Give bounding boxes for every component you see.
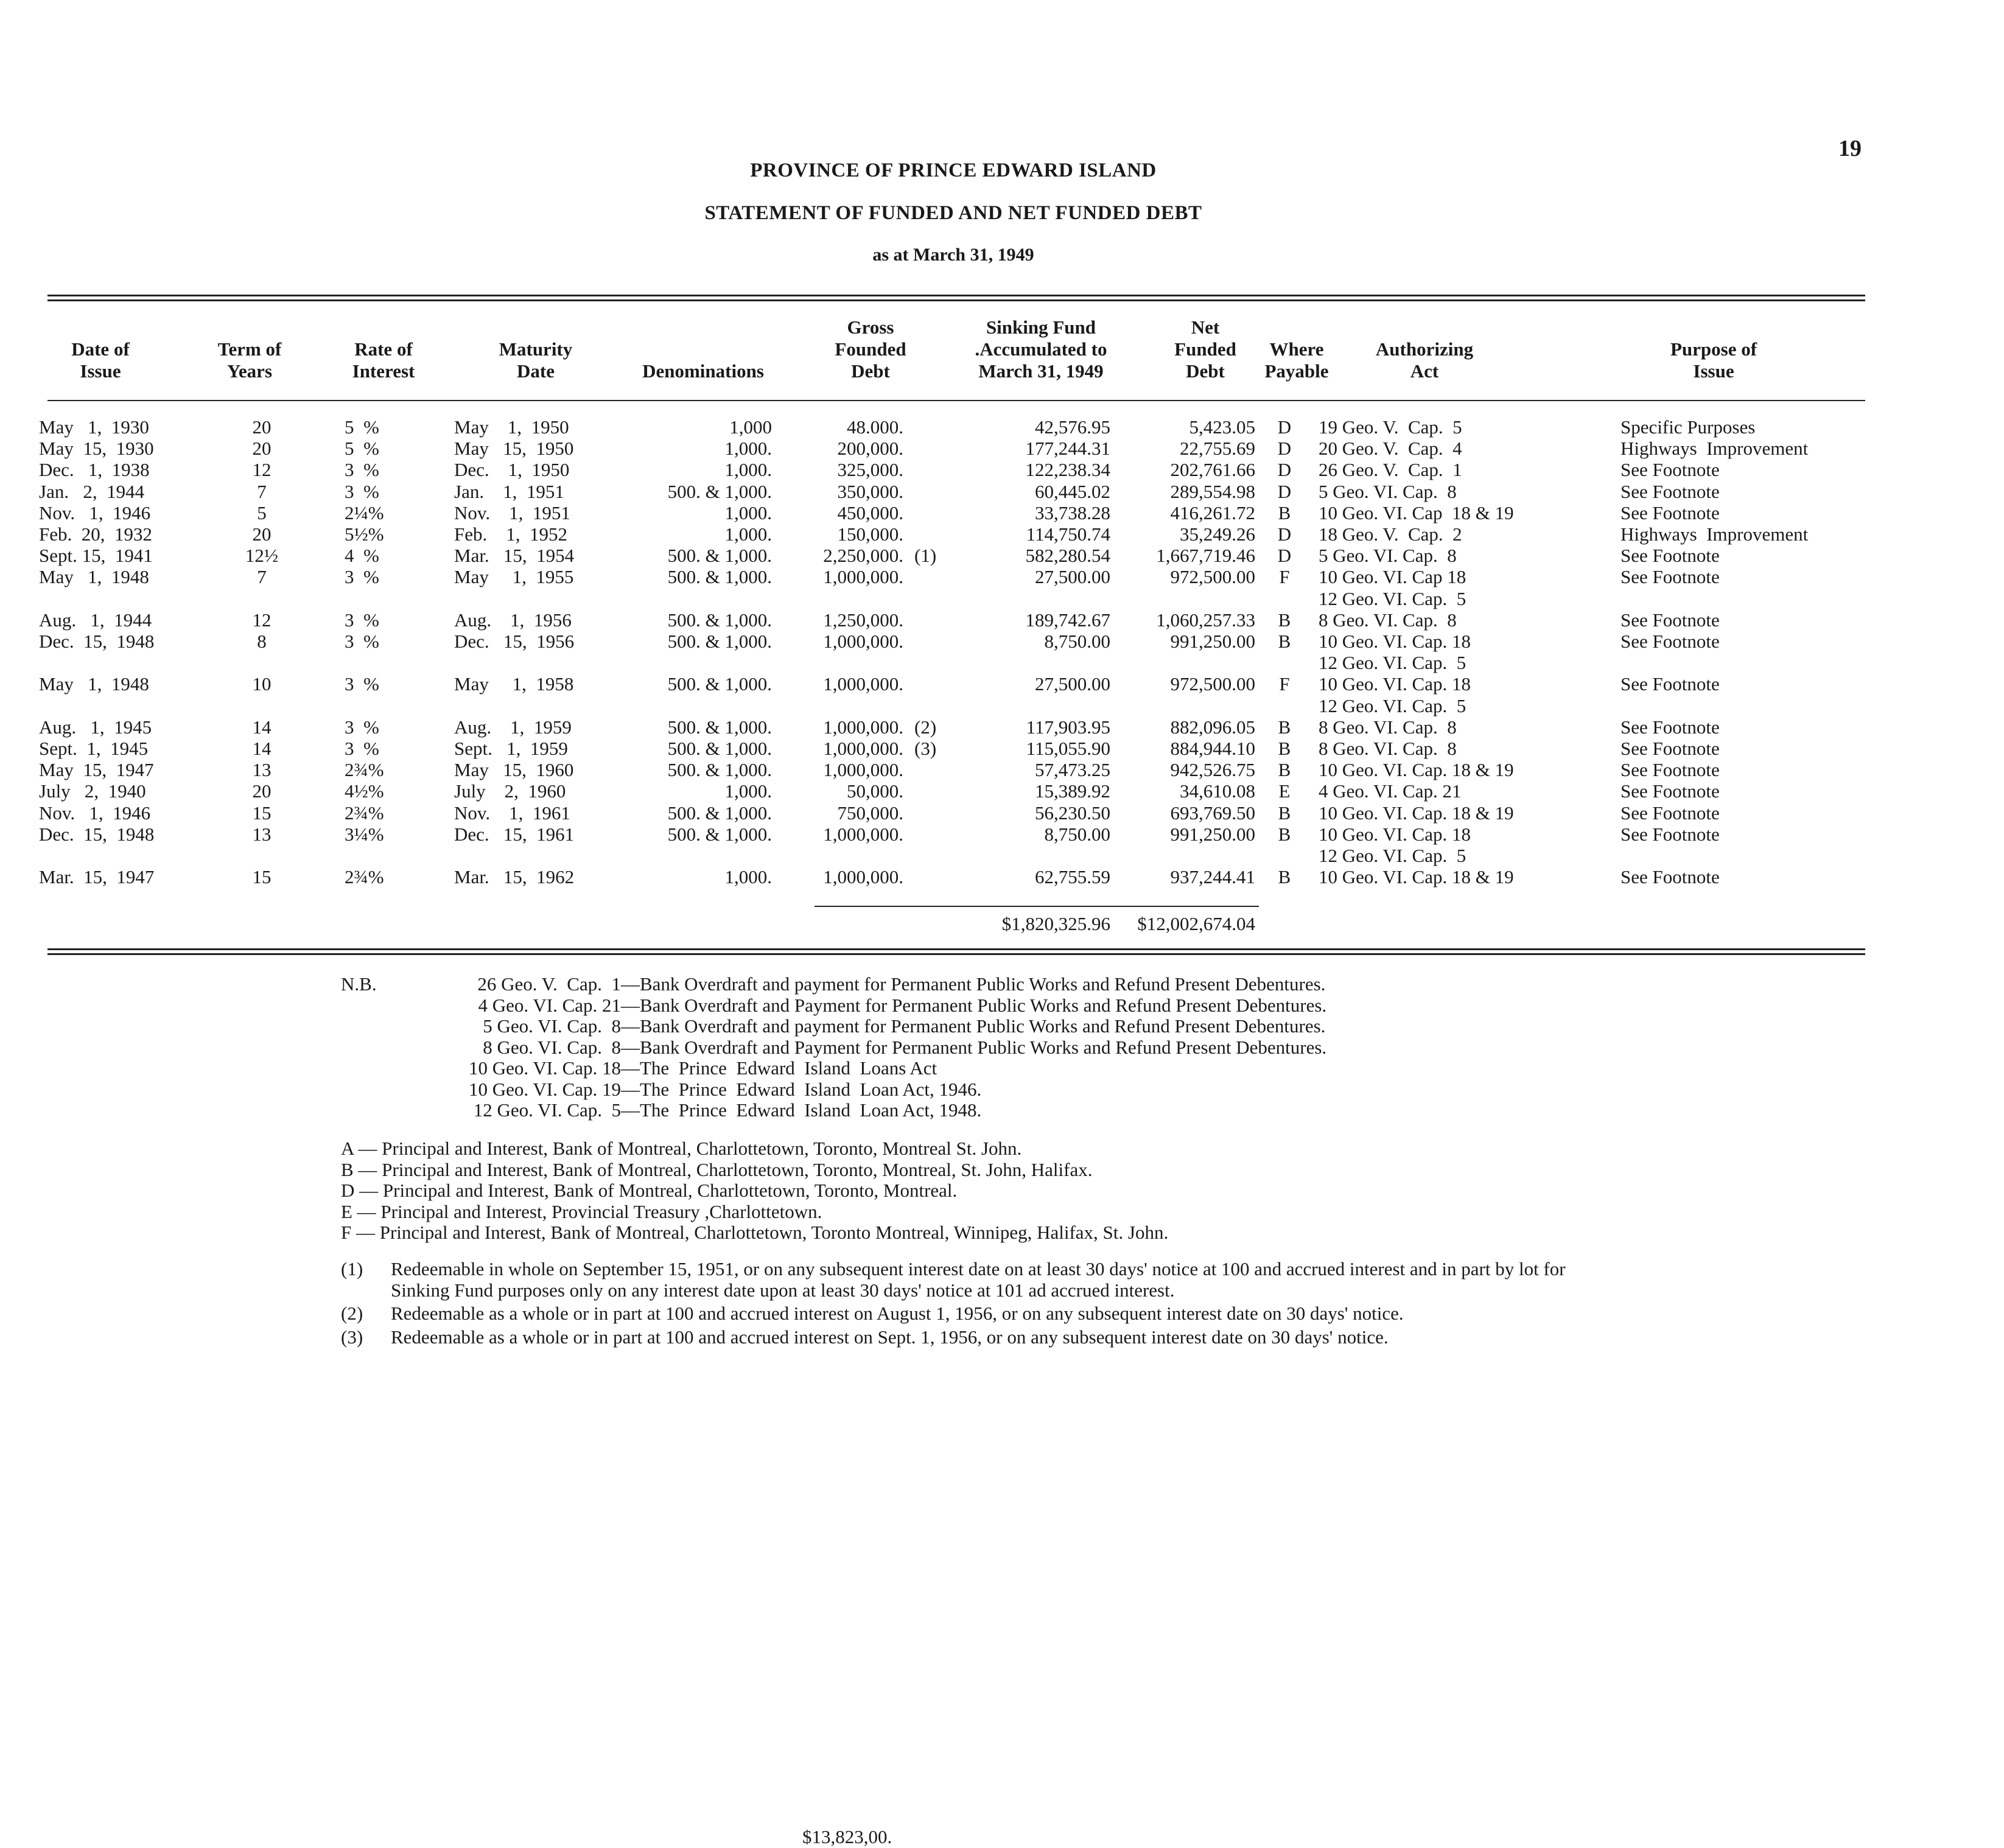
- cell-date: Aug. 1, 1945: [39, 716, 152, 738]
- header-denominations: Denominations: [642, 360, 764, 382]
- cell-where: B: [1278, 631, 1291, 652]
- cell-net: 882,096.05: [1170, 716, 1255, 738]
- table-row: [0, 459, 2004, 481]
- cell-maturity: Dec. 15, 1956: [454, 631, 575, 652]
- cell-term: 15: [252, 802, 272, 824]
- cell-date: Sept. 1, 1945: [39, 738, 149, 759]
- cell-act: 26 Geo. V. Cap. 1: [1319, 459, 1462, 481]
- table-row: [0, 866, 2004, 888]
- cell-gross: 1,000,000.: [823, 738, 903, 759]
- cell-den: 500. & 1,000.: [667, 631, 772, 652]
- cell-rate: 2¾%: [345, 759, 384, 781]
- cell-date: Dec. 15, 1948: [39, 631, 155, 652]
- legend-item: A — Principal and Interest, Bank of Montreal, Charlottetown, Toronto, Montreal St. John.: [341, 1138, 1022, 1159]
- cell-sink: 582,280.54: [1025, 545, 1110, 567]
- legend-item: B — Principal and Interest, Bank of Montreal, Charlottetown, Toronto, Montreal, St. John, Halifax.: [341, 1158, 1093, 1180]
- cell-maturity: May 1, 1955: [454, 566, 574, 588]
- header-date-of-issue: Date of Issue: [71, 338, 130, 382]
- cell-maturity: Aug. 1, 1956: [454, 609, 572, 631]
- footnote-mark: (3): [341, 1326, 363, 1348]
- cell-maturity: Mar. 15, 1954: [454, 545, 575, 567]
- cell-term: 7: [257, 566, 267, 588]
- table-row: [0, 673, 2004, 695]
- header-gross: Gross Founded Debt: [835, 317, 906, 382]
- cell-sink: 27,500.00: [1035, 566, 1110, 588]
- cell-rate: 5½%: [345, 523, 384, 545]
- cell-net: 1,667,719.46: [1156, 545, 1255, 567]
- header-sinking: Sinking Fund .Accumulated to March 31, 1949: [975, 317, 1107, 382]
- cell-gross: 750,000.: [837, 802, 903, 824]
- cell-term: 8: [257, 631, 267, 652]
- cell-den: 1,000.: [724, 523, 772, 545]
- cell-sink: 117,903.95: [1026, 716, 1110, 738]
- cell-gross: 1,000,000.: [823, 673, 903, 695]
- nb-description: —Bank Overdraft and Payment for Permanent Public Works and Refund Present Debentures.: [621, 1036, 1327, 1058]
- table-row-continuation: [0, 652, 2004, 674]
- cell-date: Nov. 1, 1946: [39, 802, 151, 824]
- cell-act: 19 Geo. V. Cap. 5: [1319, 416, 1462, 438]
- footnotes: [341, 1259, 1583, 1350]
- cell-date: May 15, 1947: [39, 759, 154, 781]
- table-row: [0, 523, 2004, 545]
- table-row: [0, 566, 2004, 588]
- nb-note: [341, 1037, 1583, 1059]
- table-row: [0, 716, 2004, 738]
- cell-date: May 1, 1948: [39, 673, 149, 695]
- cell-date: July 2, 1940: [39, 780, 146, 802]
- cell-sink: 8,750.00: [1044, 631, 1110, 652]
- cell-sink: 56,230.50: [1035, 802, 1110, 824]
- cell-act: 5 Geo. VI. Cap. 8: [1319, 545, 1457, 567]
- cell-sink: 122,238.34: [1025, 459, 1110, 481]
- cell-net: 35,249.26: [1180, 523, 1255, 545]
- cell-term: 10: [252, 673, 272, 695]
- cell-term: 12: [252, 609, 272, 631]
- cell-sink: 27,500.00: [1035, 673, 1110, 695]
- nb-description: —The Prince Edward Island Loans Act: [621, 1057, 937, 1079]
- header-purpose: Purpose of Issue: [1670, 338, 1757, 382]
- nb-note: [341, 974, 1583, 995]
- footnote-mark: (2): [341, 1303, 363, 1324]
- table-row: [0, 481, 2004, 503]
- cell-purpose: See Footnote: [1620, 459, 1720, 481]
- cell-term: 14: [252, 716, 272, 738]
- cell-act: 10 Geo. VI. Cap. 18: [1319, 631, 1471, 652]
- cell-purpose: See Footnote: [1620, 480, 1720, 502]
- cell-act: 8 Geo. VI. Cap. 8: [1319, 738, 1457, 759]
- nb-act: 26 Geo. V. Cap. 1: [477, 973, 621, 995]
- total-sinking: $1,820,325.96: [1001, 913, 1110, 934]
- cell-act: 4 Geo. VI. Cap. 21: [1319, 780, 1462, 802]
- cell-maturity: May 1, 1958: [454, 673, 574, 695]
- cell-gross: 50,000.: [847, 780, 903, 802]
- cell-date: Mar. 15, 1947: [39, 866, 155, 888]
- table-row: [0, 824, 2004, 845]
- cell-date: Sept. 15, 1941: [39, 545, 153, 567]
- cell-maturity: Aug. 1, 1959: [454, 716, 572, 738]
- cell-net: 991,250.00: [1170, 823, 1255, 845]
- payable-legend: [341, 1138, 1168, 1244]
- table-row: [0, 759, 2004, 781]
- table-row: [0, 416, 2004, 438]
- header-term: Term of Years: [217, 338, 282, 382]
- cell-den: 1,000.: [724, 438, 772, 460]
- cell-den: 500. & 1,000.: [667, 716, 772, 738]
- cell-gross: 1,000,000.: [823, 716, 903, 738]
- nb-note: [341, 1079, 1583, 1101]
- cell-purpose: See Footnote: [1620, 673, 1720, 695]
- cell-where: D: [1277, 459, 1292, 481]
- cell-act: 10 Geo. VI. Cap. 18: [1319, 673, 1471, 695]
- cell-act-continued: 12 Geo. VI. Cap. 5: [1319, 845, 1466, 866]
- cell-act: 10 Geo. VI. Cap. 18 & 19: [1319, 866, 1514, 888]
- footnote: [341, 1259, 1583, 1301]
- cell-where: B: [1278, 759, 1291, 781]
- cell-where: B: [1278, 502, 1291, 523]
- cell-sink: 115,055.90: [1026, 738, 1110, 759]
- cell-net: 289,554.98: [1170, 480, 1255, 502]
- cell-where: B: [1278, 802, 1291, 824]
- cell-rate: 3 %: [345, 716, 379, 738]
- cell-act: 10 Geo. VI. Cap. 18 & 19: [1319, 759, 1514, 781]
- cell-term: 13: [252, 823, 272, 845]
- cell-net: 202,761.66: [1170, 459, 1255, 481]
- cell-maturity: Sept. 1, 1959: [454, 738, 568, 759]
- cell-term: 12: [252, 459, 272, 481]
- cell-term: 12½: [245, 545, 279, 567]
- header-net: Net Funded Debt: [1174, 317, 1236, 382]
- cell-maturity: Mar. 15, 1962: [454, 866, 575, 888]
- cell-rate: 5 %: [345, 416, 379, 438]
- header-rule: [47, 400, 1865, 401]
- cell-date: Aug. 1, 1944: [39, 609, 152, 631]
- cell-gross: 150,000.: [837, 523, 903, 545]
- table-row: [0, 438, 2004, 460]
- cell-den: 1,000: [729, 416, 772, 438]
- cell-den: 1,000.: [724, 502, 772, 523]
- cell-maturity: Dec. 1, 1950: [454, 459, 570, 481]
- nb-act: 12 Geo. VI. Cap. 5: [473, 1099, 621, 1121]
- cell-purpose: See Footnote: [1620, 716, 1720, 738]
- cell-where: D: [1277, 416, 1292, 438]
- cell-term: 7: [257, 480, 267, 502]
- cell-net: 416,261.72: [1170, 502, 1255, 523]
- cell-den: 1,000.: [724, 780, 772, 802]
- cell-sink: 15,389.92: [1035, 780, 1110, 802]
- cell-den: 500. & 1,000.: [667, 673, 772, 695]
- nb-lead: N.B.: [341, 973, 377, 995]
- page-title: PROVINCE OF PRINCE EDWARD ISLAND: [750, 159, 1157, 181]
- cell-term: 20: [252, 438, 272, 460]
- cell-rate: 3 %: [345, 480, 379, 502]
- cell-den: 1,000.: [724, 459, 772, 481]
- cell-sink: 62,755.59: [1035, 866, 1110, 888]
- cell-rate: 3 %: [345, 631, 379, 652]
- table-row: [0, 502, 2004, 524]
- cell-purpose: Highways Improvement: [1620, 523, 1809, 545]
- cell-net: 884,944.10: [1170, 738, 1255, 759]
- cell-date: Dec. 1, 1938: [39, 459, 150, 481]
- cell-act-continued: 12 Geo. VI. Cap. 5: [1319, 587, 1466, 609]
- table-row: [0, 738, 2004, 760]
- cell-purpose: See Footnote: [1620, 823, 1720, 845]
- cell-purpose: See Footnote: [1620, 802, 1720, 824]
- cell-gross: 2,250,000.: [823, 545, 903, 567]
- header-rate: Rate of Interest: [352, 338, 415, 382]
- total-net: $12,002,674.04: [1137, 913, 1255, 934]
- cell-rate: 2¾%: [345, 802, 384, 824]
- cell-date: May 1, 1930: [39, 416, 149, 438]
- cell-maturity: July 2, 1960: [454, 780, 566, 802]
- cell-term: 5: [257, 502, 267, 523]
- cell-where: B: [1278, 716, 1291, 738]
- cell-fn: (3): [914, 738, 937, 759]
- table-row: [0, 545, 2004, 567]
- cell-net: 991,250.00: [1170, 631, 1255, 652]
- cell-net: 937,244.41: [1170, 866, 1255, 888]
- footnote-mark: (1): [341, 1258, 363, 1279]
- nb-note: [341, 995, 1583, 1017]
- cell-den: 500. & 1,000.: [667, 738, 772, 759]
- cell-maturity: Feb. 1, 1952: [454, 523, 567, 545]
- cell-term: 20: [252, 416, 272, 438]
- footnote: [341, 1327, 1583, 1348]
- cell-act: 5 Geo. VI. Cap. 8: [1319, 480, 1457, 502]
- cell-gross: 48.000.: [847, 416, 903, 438]
- cell-rate: 4½%: [345, 780, 384, 802]
- cell-net: 34,610.08: [1180, 780, 1255, 802]
- cell-sink: 57,473.25: [1035, 759, 1110, 781]
- cell-purpose: See Footnote: [1620, 780, 1720, 802]
- legend-item: E — Principal and Interest, Provincial Treasury ,Charlottetown.: [341, 1200, 822, 1222]
- cell-where: E: [1278, 780, 1291, 802]
- cell-net: 972,500.00: [1170, 566, 1255, 588]
- cell-act-continued: 12 Geo. VI. Cap. 5: [1319, 695, 1466, 716]
- cell-rate: 2¼%: [345, 502, 384, 523]
- cell-maturity: May 1, 1950: [454, 416, 569, 438]
- table-row-continuation: [0, 845, 2004, 867]
- cell-den: 500. & 1,000.: [667, 823, 772, 845]
- cell-den: 500. & 1,000.: [667, 759, 772, 781]
- cell-act: 20 Geo. V. Cap. 4: [1319, 438, 1462, 460]
- cell-date: Dec. 15, 1948: [39, 823, 155, 845]
- cell-purpose: See Footnote: [1620, 738, 1720, 759]
- nb-description: —Bank Overdraft and payment for Permanent Public Works and Refund Present Debentures.: [621, 973, 1326, 995]
- table-row: [0, 609, 2004, 631]
- cell-term: 20: [252, 780, 272, 802]
- cell-date: Nov. 1, 1946: [39, 502, 151, 523]
- cell-den: 500. & 1,000.: [667, 480, 772, 502]
- cell-sink: 33,738.28: [1035, 502, 1110, 523]
- cell-where: F: [1279, 673, 1290, 695]
- cell-gross: 1,250,000.: [823, 609, 903, 631]
- cell-purpose: See Footnote: [1620, 866, 1720, 888]
- cell-act: 10 Geo. VI. Cap 18: [1319, 566, 1466, 588]
- cell-fn: (1): [914, 545, 937, 567]
- cell-date: Jan. 2, 1944: [39, 480, 145, 502]
- cell-den: 500. & 1,000.: [667, 566, 772, 588]
- cell-term: 13: [252, 759, 272, 781]
- cell-purpose: See Footnote: [1620, 759, 1720, 781]
- cell-where: D: [1277, 438, 1292, 460]
- cell-rate: 3 %: [345, 566, 379, 588]
- top-double-rule: [47, 295, 1865, 301]
- cell-term: 15: [252, 866, 272, 888]
- footnote-text: Redeemable as a whole or in part at 100 and accrued interest on August 1, 1956, or on any subsequent interest date on 30 days' notice.: [391, 1303, 1404, 1324]
- cell-act: 18 Geo. V. Cap. 2: [1319, 523, 1462, 545]
- cell-act: 10 Geo. VI. Cap 18 & 19: [1319, 502, 1514, 523]
- nb-act: 8 Geo. VI. Cap. 8: [483, 1036, 621, 1058]
- nb-act: 10 Geo. VI. Cap. 19: [469, 1078, 621, 1100]
- cell-where: B: [1278, 738, 1291, 759]
- table-row: [0, 631, 2004, 653]
- cell-purpose: See Footnote: [1620, 631, 1720, 652]
- cell-purpose: Highways Improvement: [1620, 438, 1809, 460]
- header-where: Where Payable: [1264, 338, 1329, 382]
- cell-where: D: [1277, 480, 1292, 502]
- sum-rule-sinking: [976, 906, 1133, 907]
- footnote-text: Redeemable in whole on September 15, 1951, or on any subsequent interest date on at least 30 days' notice at 100 and accrued interest and in part by lot for Sinking Fund purposes only on any interest date upon at least 30 days' notice at 101 ad accrued interest.: [391, 1258, 1566, 1301]
- nb-description: —Bank Overdraft and Payment for Permanent Public Works and Refund Present Debentures.: [621, 994, 1327, 1016]
- statement-date: as at March 31, 1949: [872, 245, 1034, 265]
- cell-sink: 189,742.67: [1025, 609, 1110, 631]
- cell-gross: 1,000,000.: [823, 631, 903, 652]
- nb-notes: [341, 974, 1583, 1121]
- nb-act: 5 Geo. VI. Cap. 8: [483, 1015, 621, 1037]
- sum-rule-net: [1131, 906, 1259, 907]
- header-maturity: Maturity Date: [499, 338, 573, 382]
- legend-item: F — Principal and Interest, Bank of Montreal, Charlottetown, Toronto Montreal, Winnipeg, Halifax, St. John.: [341, 1222, 1169, 1243]
- cell-act: 8 Geo. VI. Cap. 8: [1319, 716, 1457, 738]
- cell-date: May 1, 1948: [39, 566, 149, 588]
- cell-purpose: See Footnote: [1620, 502, 1720, 523]
- cell-gross: 200,000.: [837, 438, 903, 460]
- cell-maturity: Nov. 1, 1951: [454, 502, 570, 523]
- table-row: [0, 802, 2004, 824]
- cell-act: 10 Geo. VI. Cap. 18 & 19: [1319, 802, 1514, 824]
- table-row: [0, 780, 2004, 802]
- nb-description: —Bank Overdraft and payment for Permanent Public Works and Refund Present Debentures.: [621, 1015, 1326, 1037]
- cell-gross: 350,000.: [837, 480, 903, 502]
- page-number: 19: [1838, 136, 1862, 161]
- nb-note: [341, 1100, 1583, 1121]
- cell-act-continued: 12 Geo. VI. Cap. 5: [1319, 652, 1466, 674]
- cell-term: 14: [252, 738, 272, 759]
- nb-act: 4 Geo. VI. Cap. 21: [478, 994, 621, 1016]
- cell-date: May 15, 1930: [39, 438, 154, 460]
- table-row-continuation: [0, 588, 2004, 610]
- page-subtitle: STATEMENT OF FUNDED AND NET FUNDED DEBT: [704, 202, 1202, 224]
- cell-purpose: See Footnote: [1620, 566, 1720, 588]
- cell-den: 1,000.: [724, 866, 772, 888]
- cell-den: 500. & 1,000.: [667, 609, 772, 631]
- cell-act: 8 Geo. VI. Cap. 8: [1319, 609, 1457, 631]
- cell-term: 20: [252, 523, 272, 545]
- cell-gross: 1,000,000.: [823, 759, 903, 781]
- cell-rate: 5 %: [345, 438, 379, 460]
- cell-maturity: Nov. 1, 1961: [454, 802, 570, 824]
- cell-where: D: [1277, 523, 1292, 545]
- cell-gross: 450,000.: [837, 502, 903, 523]
- cell-net: 22,755.69: [1180, 438, 1255, 460]
- cell-where: B: [1278, 866, 1291, 888]
- cell-net: 693,769.50: [1170, 802, 1255, 824]
- cell-fn: (2): [914, 716, 937, 738]
- nb-note: [341, 1016, 1583, 1037]
- cell-maturity: May 15, 1960: [454, 759, 574, 781]
- cell-sink: 42,576.95: [1035, 416, 1110, 438]
- cell-gross: 1,000,000.: [823, 866, 903, 888]
- cell-maturity: Dec. 15, 1961: [454, 823, 575, 845]
- cell-maturity: May 15, 1950: [454, 438, 574, 460]
- cell-where: F: [1279, 566, 1290, 588]
- nb-note: [341, 1058, 1583, 1079]
- footnote: [341, 1303, 1583, 1325]
- cell-purpose: Specific Purposes: [1620, 416, 1756, 438]
- cell-sink: 177,244.31: [1025, 438, 1110, 460]
- cell-where: B: [1278, 823, 1291, 845]
- cell-den: 500. & 1,000.: [667, 802, 772, 824]
- cell-sink: 114,750.74: [1026, 523, 1110, 545]
- nb-description: —The Prince Edward Island Loan Act, 1948.: [621, 1099, 982, 1121]
- cell-sink: 8,750.00: [1044, 823, 1110, 845]
- cell-net: 972,500.00: [1170, 673, 1255, 695]
- cell-net: 942,526.75: [1170, 759, 1255, 781]
- cell-sink: 60,445.02: [1035, 480, 1110, 502]
- table-row-continuation: [0, 695, 2004, 717]
- cell-net: 5,423.05: [1189, 416, 1255, 438]
- cell-gross: 325,000.: [837, 459, 903, 481]
- cell-purpose: See Footnote: [1620, 545, 1720, 567]
- cell-where: D: [1277, 545, 1292, 567]
- cell-rate: 2¾%: [345, 866, 384, 888]
- legend-item: D — Principal and Interest, Bank of Montreal, Charlottetown, Toronto, Montreal.: [341, 1180, 958, 1201]
- cell-maturity: Jan. 1, 1951: [454, 480, 564, 502]
- total-gross: $13,823,00.: [802, 1826, 892, 1847]
- cell-date: Feb. 20, 1932: [39, 523, 152, 545]
- footnote-text: Redeemable as a whole or in part at 100 and accrued interest on Sept. 1, 1956, or on any subsequent interest date on 30 days' notice.: [391, 1326, 1389, 1348]
- nb-act: 10 Geo. VI. Cap. 18: [469, 1057, 621, 1079]
- cell-rate: 3 %: [345, 738, 379, 759]
- bottom-double-rule: [47, 948, 1865, 955]
- header-act: Authorizing Act: [1375, 338, 1474, 382]
- cell-rate: 4 %: [345, 545, 379, 567]
- cell-rate: 3 %: [345, 459, 379, 481]
- cell-where: B: [1278, 609, 1291, 631]
- cell-den: 500. & 1,000.: [667, 545, 772, 567]
- nb-description: —The Prince Edward Island Loan Act, 1946.: [621, 1078, 982, 1100]
- cell-gross: 1,000,000.: [823, 823, 903, 845]
- cell-act: 10 Geo. VI. Cap. 18: [1319, 823, 1471, 845]
- cell-rate: 3 %: [345, 609, 379, 631]
- cell-net: 1,060,257.33: [1156, 609, 1255, 631]
- cell-purpose: See Footnote: [1620, 609, 1720, 631]
- cell-gross: 1,000,000.: [823, 566, 903, 588]
- cell-rate: 3¼%: [345, 823, 384, 845]
- cell-rate: 3 %: [345, 673, 379, 695]
